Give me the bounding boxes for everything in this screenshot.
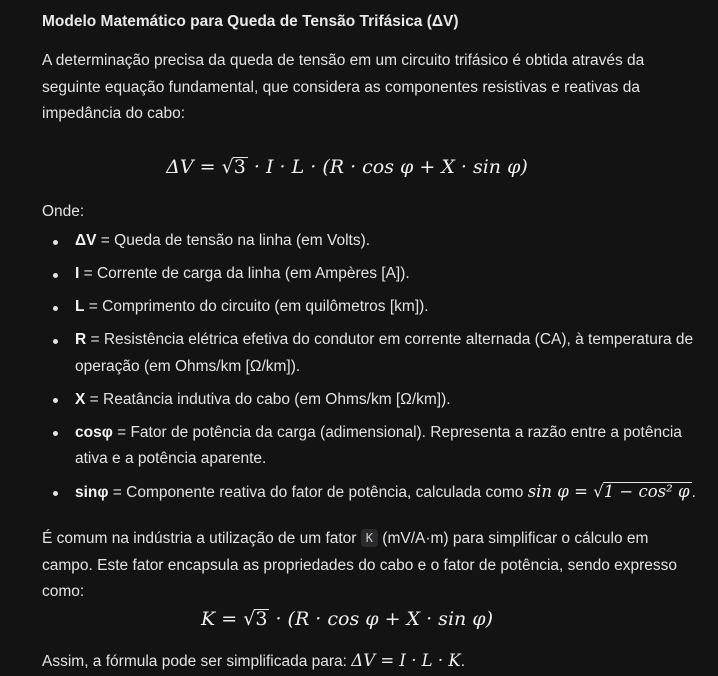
definition-text: = Fator de potência da carga (adimensional). Representa a razão entre a potência ativa e a potência aparente. (75, 423, 682, 467)
k-paragraph-before: É comum na indústria a utilização de um fator (42, 530, 361, 547)
definition-text: = Comprimento do circuito (em quilômetros [km]). (84, 298, 429, 315)
k-factor-paragraph (42, 526, 702, 606)
definitions-list (42, 228, 702, 513)
list-item (42, 228, 702, 255)
eq2-root: 3 (255, 608, 268, 630)
closing-text: Assim, a fórmula pode ser simplificada para: (42, 653, 352, 670)
bullet-icon (53, 491, 58, 496)
list-item (42, 479, 702, 507)
sqrt-icon: √ (221, 156, 234, 178)
bullet-icon (53, 431, 58, 436)
list-item (42, 420, 702, 473)
k-inline-code: K (361, 529, 378, 547)
eq1-equals: = (199, 156, 216, 178)
term-length: L (75, 298, 85, 315)
term-cos-phi: cosφ (75, 423, 113, 441)
k-factor-equation (42, 608, 652, 630)
closing-paragraph (42, 648, 465, 676)
bullet-icon (53, 273, 58, 278)
sqrt-icon: √ (243, 608, 256, 630)
eq2-lhs: K (200, 608, 216, 630)
definition-text: = Queda de tensão na linha (em Volts). (96, 232, 371, 249)
k-paragraph-after: (mV/A·m) para simplificar o cálculo em campo. Este fator encapsula as propriedades do cabo e o fator de potência, sendo expresso como: (42, 530, 678, 600)
onde-label: Onde: (42, 203, 85, 220)
voltage-drop-equation (42, 156, 652, 178)
term-current: I (75, 265, 80, 282)
section-heading: Modelo Matemático para Queda de Tensão Trifásica (ΔV) (42, 13, 459, 30)
intro-paragraph: A determinação precisa da queda de tensão em um circuito trifásico é obtida através da seguinte equação fundamental, que considera as componentes resistivas e reativas da impedância do cabo: (42, 52, 645, 122)
term-sin-phi: sinφ (75, 484, 109, 501)
bullet-icon (53, 339, 58, 344)
closing-end: . (460, 653, 466, 670)
simplified-formula: ΔV = I · L · K (351, 651, 461, 670)
term-resistance: R (75, 331, 87, 348)
eq1-rest: · I · L · (R · cos φ + X · sin φ) (253, 156, 528, 178)
sin-phi-root: 1 − cos² φ (603, 482, 690, 501)
bullet-icon (53, 240, 58, 245)
bullet-icon (53, 306, 58, 311)
sin-phi-formula: sin φ = (527, 482, 594, 501)
definition-text: = Resistência elétrica efetiva do condutor em corrente alternada (CA), à temperatura de operação (em Ohms/km [Ω/km]). (75, 331, 694, 375)
eq1-lhs: ΔV (166, 156, 194, 178)
sqrt-icon: √ (593, 482, 604, 501)
eq2-equals: = (221, 608, 238, 630)
list-item (42, 387, 702, 414)
list-item (42, 294, 702, 321)
list-item (42, 327, 702, 380)
definition-text: = Componente reativa do fator de potência, calculada como (108, 484, 528, 501)
definition-text: = Corrente de carga da linha (em Ampères [A]). (79, 265, 410, 282)
definition-end: . (691, 484, 696, 501)
eq1-root: 3 (233, 156, 246, 178)
bullet-icon (53, 398, 58, 403)
list-item (42, 261, 702, 288)
term-reactance: X (75, 390, 86, 408)
definition-text: = Reatância indutiva do cabo (em Ohms/km [Ω/km]). (85, 390, 451, 408)
eq2-rest: · (R · cos φ + X · sin φ) (275, 608, 494, 630)
term-delta-v: ΔV (75, 232, 97, 249)
